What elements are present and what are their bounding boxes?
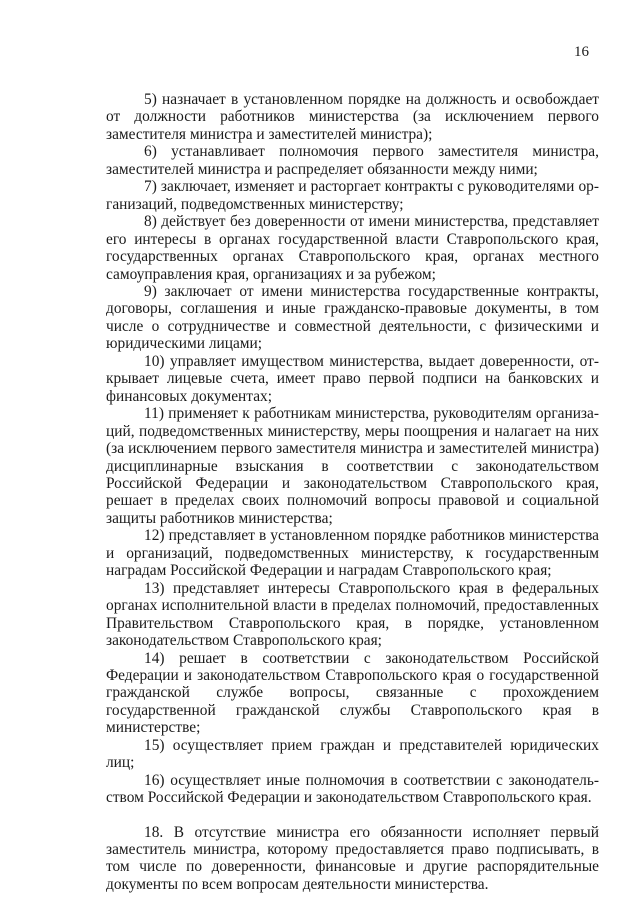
list-item-5: 5) назначает в установленном порядке на должность и освобождает от должности работников министерства (за исключением первого заместителя министра и заместителей министра); bbox=[106, 91, 599, 143]
list-item-14: 14) решает в соответствии с законодательством Российской Федерации и законодательством Ставропольского края о государственной гражданской службе вопросы, связанные с прохождением государственной гражданской службы Ставропольского края в министерстве; bbox=[106, 649, 599, 737]
section-18-paragraph: 18. В отсутствие министра его обязанности исполняет первый заместитель министра, которому предоставляется право подписывать, в том числе по доверенности, финансовые и другие распорядительные документы по всем вопросам деятельности министерства. bbox=[106, 823, 599, 893]
document-body bbox=[106, 91, 599, 893]
list-item-11: 11) применяет к работникам министерства, руководителям организаций, подведомственных министерству, меры поощрения и налагает на них (за исключением первого заместителя министра и заместителей министра) дисциплинарные взыскания в соответствии с законодательством Российской Федерации и законодательством Ставропольского края, решает в пределах своих полномочий вопросы правовой и социальной защиты работников министерства; bbox=[106, 405, 599, 527]
list-item-7: 7) заключает, изменяет и расторгает контракты с руководителями организаций, подведомственных министерству; bbox=[106, 178, 599, 213]
list-item-9: 9) заключает от имени министерства государственные контракты, договоры, соглашения и иные гражданско-правовые документы, в том числе о сотрудничестве и совместной деятельности, с физическими и юридическими лицами; bbox=[106, 282, 599, 353]
list-item-13: 13) представляет интересы Ставропольского края в федеральных органах исполнительной власти в пределах полномочий, предоставленных Правительством Ставропольского края, в порядке, установленном законодательством Ставропольского края; bbox=[106, 579, 599, 650]
list-item-8: 8) действует без доверенности от имени министерства, представляет его интересы в органах государственной власти Ставропольского края, государственных органах Ставропольского края, органах местного самоуправления края, организациях и за рубежом; bbox=[106, 213, 599, 283]
list-item-6: 6) устанавливает полномочия первого заместителя министра, заместителей министра и распределяет обязанности между ними; bbox=[106, 143, 599, 178]
list-item-10: 10) управляет имуществом министерства, выдает доверенности, открывает лицевые счета, имеет право первой подписи на банковских и финансовых документах; bbox=[106, 352, 599, 405]
list-item-16: 16) осуществляет иные полномочия в соответствии с законодательством Российской Федерации и законодательством Ставропольского края. bbox=[106, 771, 599, 807]
list-item-15: 15) осуществляет прием граждан и представителей юридических лиц; bbox=[106, 736, 599, 772]
page-number: 16 bbox=[574, 44, 589, 60]
list-item-12: 12) представляет в установленном порядке работников министерства и организаций, подведомственных министерству, к государственным наградам Российской Федерации и наградам Ставропольского края; bbox=[106, 527, 599, 580]
